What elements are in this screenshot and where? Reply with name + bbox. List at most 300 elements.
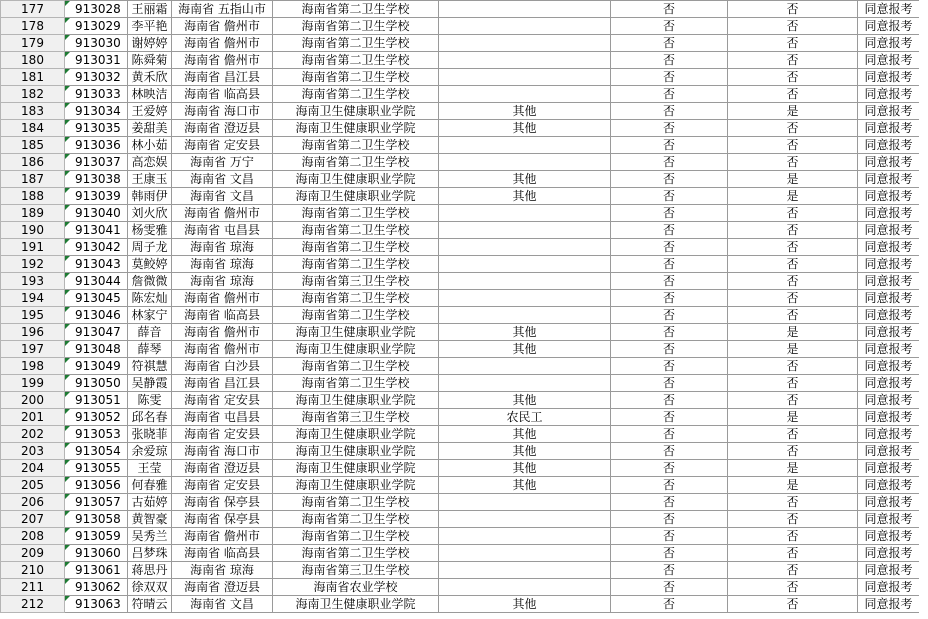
status-cell[interactable]: 同意报考 <box>858 477 920 494</box>
row-number-cell[interactable]: 184 <box>1 120 65 137</box>
name-cell[interactable]: 余爱琼 <box>128 443 172 460</box>
row-number-cell[interactable]: 197 <box>1 341 65 358</box>
category-cell[interactable] <box>439 290 611 307</box>
id-cell[interactable] <box>65 205 128 222</box>
school-cell[interactable]: 海南省第二卫生学校 <box>273 137 439 154</box>
category-cell[interactable]: 其他 <box>439 460 611 477</box>
category-cell[interactable] <box>439 579 611 596</box>
row-number-cell[interactable]: 181 <box>1 69 65 86</box>
name-cell[interactable]: 刘火欣 <box>128 205 172 222</box>
category-cell[interactable] <box>439 137 611 154</box>
id-cell[interactable] <box>65 171 128 188</box>
flag-a-cell[interactable]: 否 <box>611 222 728 239</box>
name-cell[interactable]: 吴秀兰 <box>128 528 172 545</box>
flag-b-cell[interactable]: 否 <box>728 375 858 392</box>
category-cell[interactable]: 其他 <box>439 392 611 409</box>
status-cell[interactable]: 同意报考 <box>858 426 920 443</box>
flag-a-cell[interactable]: 否 <box>611 426 728 443</box>
id-cell[interactable] <box>65 358 128 375</box>
flag-a-cell[interactable]: 否 <box>611 35 728 52</box>
school-cell[interactable]: 海南省第二卫生学校 <box>273 18 439 35</box>
category-cell[interactable] <box>439 154 611 171</box>
flag-b-cell[interactable]: 否 <box>728 137 858 154</box>
region-cell[interactable]: 海南省 澄迈县 <box>172 120 273 137</box>
row-number-cell[interactable]: 189 <box>1 205 65 222</box>
row-number-cell[interactable]: 193 <box>1 273 65 290</box>
school-cell[interactable]: 海南省第二卫生学校 <box>273 494 439 511</box>
name-cell[interactable]: 符祺慧 <box>128 358 172 375</box>
flag-a-cell[interactable]: 否 <box>611 239 728 256</box>
name-cell[interactable]: 林映洁 <box>128 86 172 103</box>
row-number-cell[interactable]: 198 <box>1 358 65 375</box>
category-cell[interactable]: 其他 <box>439 477 611 494</box>
status-cell[interactable]: 同意报考 <box>858 596 920 613</box>
flag-b-cell[interactable]: 是 <box>728 103 858 120</box>
id-cell[interactable] <box>65 222 128 239</box>
category-cell[interactable]: 其他 <box>439 596 611 613</box>
category-cell[interactable] <box>439 358 611 375</box>
region-cell[interactable]: 海南省 保亭县 <box>172 511 273 528</box>
status-cell[interactable]: 同意报考 <box>858 103 920 120</box>
category-cell[interactable] <box>439 222 611 239</box>
category-cell[interactable] <box>439 307 611 324</box>
name-cell[interactable]: 谢婷婷 <box>128 35 172 52</box>
name-cell[interactable]: 吕梦珠 <box>128 545 172 562</box>
flag-b-cell[interactable]: 否 <box>728 358 858 375</box>
flag-a-cell[interactable]: 否 <box>611 477 728 494</box>
id-cell[interactable] <box>65 290 128 307</box>
school-cell[interactable]: 海南省第二卫生学校 <box>273 511 439 528</box>
category-cell[interactable] <box>439 18 611 35</box>
flag-b-cell[interactable]: 否 <box>728 35 858 52</box>
name-cell[interactable]: 王丽霜 <box>128 1 172 18</box>
id-cell[interactable] <box>65 324 128 341</box>
flag-b-cell[interactable]: 否 <box>728 120 858 137</box>
school-cell[interactable]: 海南卫生健康职业学院 <box>273 120 439 137</box>
status-cell[interactable]: 同意报考 <box>858 579 920 596</box>
region-cell[interactable]: 海南省 澄迈县 <box>172 579 273 596</box>
flag-b-cell[interactable]: 否 <box>728 205 858 222</box>
flag-a-cell[interactable]: 否 <box>611 256 728 273</box>
flag-a-cell[interactable]: 否 <box>611 103 728 120</box>
status-cell[interactable]: 同意报考 <box>858 443 920 460</box>
region-cell[interactable]: 海南省 文昌 <box>172 596 273 613</box>
school-cell[interactable]: 海南卫生健康职业学院 <box>273 443 439 460</box>
region-cell[interactable]: 海南省 儋州市 <box>172 18 273 35</box>
name-cell[interactable]: 古茹婷 <box>128 494 172 511</box>
id-cell[interactable] <box>65 392 128 409</box>
name-cell[interactable]: 薛琴 <box>128 341 172 358</box>
name-cell[interactable]: 林家宁 <box>128 307 172 324</box>
name-cell[interactable]: 徐双双 <box>128 579 172 596</box>
flag-a-cell[interactable]: 否 <box>611 273 728 290</box>
status-cell[interactable]: 同意报考 <box>858 205 920 222</box>
name-cell[interactable]: 黄禾欣 <box>128 69 172 86</box>
region-cell[interactable]: 海南省 儋州市 <box>172 528 273 545</box>
name-cell[interactable]: 杨雯雅 <box>128 222 172 239</box>
id-cell[interactable] <box>65 562 128 579</box>
flag-b-cell[interactable]: 否 <box>728 307 858 324</box>
category-cell[interactable] <box>439 562 611 579</box>
status-cell[interactable]: 同意报考 <box>858 290 920 307</box>
flag-b-cell[interactable]: 是 <box>728 171 858 188</box>
name-cell[interactable]: 邱名春 <box>128 409 172 426</box>
school-cell[interactable]: 海南卫生健康职业学院 <box>273 103 439 120</box>
name-cell[interactable]: 李平艳 <box>128 18 172 35</box>
flag-b-cell[interactable]: 是 <box>728 188 858 205</box>
region-cell[interactable]: 海南省 琼海 <box>172 562 273 579</box>
row-number-cell[interactable]: 204 <box>1 460 65 477</box>
category-cell[interactable] <box>439 205 611 222</box>
region-cell[interactable]: 海南省 文昌 <box>172 188 273 205</box>
id-cell[interactable] <box>65 443 128 460</box>
status-cell[interactable]: 同意报考 <box>858 375 920 392</box>
status-cell[interactable]: 同意报考 <box>858 324 920 341</box>
region-cell[interactable]: 海南省 文昌 <box>172 171 273 188</box>
row-number-cell[interactable]: 200 <box>1 392 65 409</box>
name-cell[interactable]: 姜甜美 <box>128 120 172 137</box>
id-cell[interactable] <box>65 120 128 137</box>
row-number-cell[interactable]: 183 <box>1 103 65 120</box>
region-cell[interactable]: 海南省 万宁 <box>172 154 273 171</box>
status-cell[interactable]: 同意报考 <box>858 52 920 69</box>
id-cell[interactable] <box>65 52 128 69</box>
status-cell[interactable]: 同意报考 <box>858 358 920 375</box>
status-cell[interactable]: 同意报考 <box>858 137 920 154</box>
name-cell[interactable]: 王莹 <box>128 460 172 477</box>
category-cell[interactable] <box>439 511 611 528</box>
row-number-cell[interactable]: 206 <box>1 494 65 511</box>
name-cell[interactable]: 陈宏灿 <box>128 290 172 307</box>
status-cell[interactable]: 同意报考 <box>858 545 920 562</box>
school-cell[interactable]: 海南卫生健康职业学院 <box>273 596 439 613</box>
school-cell[interactable]: 海南省第二卫生学校 <box>273 222 439 239</box>
school-cell[interactable]: 海南省第二卫生学校 <box>273 290 439 307</box>
id-cell[interactable] <box>65 409 128 426</box>
id-cell[interactable] <box>65 528 128 545</box>
flag-a-cell[interactable]: 否 <box>611 460 728 477</box>
flag-b-cell[interactable]: 否 <box>728 579 858 596</box>
category-cell[interactable] <box>439 69 611 86</box>
flag-a-cell[interactable]: 否 <box>611 392 728 409</box>
id-cell[interactable] <box>65 35 128 52</box>
name-cell[interactable]: 吴静霞 <box>128 375 172 392</box>
flag-b-cell[interactable]: 否 <box>728 52 858 69</box>
school-cell[interactable]: 海南省农业学校 <box>273 579 439 596</box>
name-cell[interactable]: 莫鲛婷 <box>128 256 172 273</box>
flag-a-cell[interactable]: 否 <box>611 358 728 375</box>
name-cell[interactable]: 周子龙 <box>128 239 172 256</box>
status-cell[interactable]: 同意报考 <box>858 494 920 511</box>
flag-a-cell[interactable]: 否 <box>611 69 728 86</box>
status-cell[interactable]: 同意报考 <box>858 307 920 324</box>
flag-b-cell[interactable]: 否 <box>728 290 858 307</box>
flag-b-cell[interactable]: 否 <box>728 154 858 171</box>
flag-b-cell[interactable]: 否 <box>728 494 858 511</box>
flag-a-cell[interactable]: 否 <box>611 18 728 35</box>
status-cell[interactable]: 同意报考 <box>858 69 920 86</box>
row-number-cell[interactable]: 190 <box>1 222 65 239</box>
id-cell[interactable] <box>65 18 128 35</box>
flag-a-cell[interactable]: 否 <box>611 443 728 460</box>
status-cell[interactable]: 同意报考 <box>858 171 920 188</box>
flag-b-cell[interactable]: 否 <box>728 443 858 460</box>
flag-a-cell[interactable]: 否 <box>611 545 728 562</box>
id-cell[interactable] <box>65 307 128 324</box>
region-cell[interactable]: 海南省 琼海 <box>172 256 273 273</box>
flag-b-cell[interactable]: 否 <box>728 222 858 239</box>
id-cell[interactable] <box>65 86 128 103</box>
region-cell[interactable]: 海南省 五指山市 <box>172 1 273 18</box>
school-cell[interactable]: 海南省第二卫生学校 <box>273 545 439 562</box>
school-cell[interactable]: 海南省第二卫生学校 <box>273 205 439 222</box>
flag-b-cell[interactable]: 是 <box>728 460 858 477</box>
region-cell[interactable]: 海南省 儋州市 <box>172 290 273 307</box>
region-cell[interactable]: 海南省 儋州市 <box>172 205 273 222</box>
id-cell[interactable] <box>65 1 128 18</box>
school-cell[interactable]: 海南省第二卫生学校 <box>273 307 439 324</box>
id-cell[interactable] <box>65 545 128 562</box>
flag-b-cell[interactable]: 否 <box>728 426 858 443</box>
row-number-cell[interactable]: 185 <box>1 137 65 154</box>
school-cell[interactable]: 海南省第二卫生学校 <box>273 256 439 273</box>
row-number-cell[interactable]: 203 <box>1 443 65 460</box>
row-number-cell[interactable]: 187 <box>1 171 65 188</box>
category-cell[interactable] <box>439 545 611 562</box>
row-number-cell[interactable]: 210 <box>1 562 65 579</box>
row-number-cell[interactable]: 186 <box>1 154 65 171</box>
school-cell[interactable]: 海南卫生健康职业学院 <box>273 341 439 358</box>
category-cell[interactable]: 其他 <box>439 188 611 205</box>
id-cell[interactable] <box>65 137 128 154</box>
flag-b-cell[interactable]: 否 <box>728 18 858 35</box>
region-cell[interactable]: 海南省 临高县 <box>172 545 273 562</box>
status-cell[interactable]: 同意报考 <box>858 392 920 409</box>
flag-a-cell[interactable]: 否 <box>611 494 728 511</box>
row-number-cell[interactable]: 207 <box>1 511 65 528</box>
region-cell[interactable]: 海南省 琼海 <box>172 239 273 256</box>
flag-a-cell[interactable]: 否 <box>611 579 728 596</box>
status-cell[interactable]: 同意报考 <box>858 1 920 18</box>
row-number-cell[interactable]: 179 <box>1 35 65 52</box>
id-cell[interactable] <box>65 579 128 596</box>
region-cell[interactable]: 海南省 屯昌县 <box>172 222 273 239</box>
region-cell[interactable]: 海南省 白沙县 <box>172 358 273 375</box>
school-cell[interactable]: 海南省第二卫生学校 <box>273 154 439 171</box>
school-cell[interactable]: 海南卫生健康职业学院 <box>273 188 439 205</box>
name-cell[interactable]: 林小茹 <box>128 137 172 154</box>
name-cell[interactable]: 蒋思丹 <box>128 562 172 579</box>
status-cell[interactable]: 同意报考 <box>858 35 920 52</box>
school-cell[interactable]: 海南省第二卫生学校 <box>273 528 439 545</box>
status-cell[interactable]: 同意报考 <box>858 239 920 256</box>
name-cell[interactable]: 詹微微 <box>128 273 172 290</box>
flag-a-cell[interactable]: 否 <box>611 290 728 307</box>
status-cell[interactable]: 同意报考 <box>858 460 920 477</box>
flag-b-cell[interactable]: 否 <box>728 511 858 528</box>
school-cell[interactable]: 海南省第二卫生学校 <box>273 52 439 69</box>
flag-b-cell[interactable]: 否 <box>728 392 858 409</box>
flag-b-cell[interactable]: 否 <box>728 528 858 545</box>
id-cell[interactable] <box>65 103 128 120</box>
flag-a-cell[interactable]: 否 <box>611 171 728 188</box>
flag-a-cell[interactable]: 否 <box>611 52 728 69</box>
school-cell[interactable]: 海南省第三卫生学校 <box>273 273 439 290</box>
school-cell[interactable]: 海南省第三卫生学校 <box>273 409 439 426</box>
row-number-cell[interactable]: 178 <box>1 18 65 35</box>
category-cell[interactable] <box>439 86 611 103</box>
id-cell[interactable] <box>65 188 128 205</box>
name-cell[interactable]: 陈雯 <box>128 392 172 409</box>
status-cell[interactable]: 同意报考 <box>858 188 920 205</box>
id-cell[interactable] <box>65 511 128 528</box>
flag-a-cell[interactable]: 否 <box>611 528 728 545</box>
region-cell[interactable]: 海南省 海口市 <box>172 443 273 460</box>
category-cell[interactable]: 其他 <box>439 443 611 460</box>
region-cell[interactable]: 海南省 昌江县 <box>172 375 273 392</box>
school-cell[interactable]: 海南省第二卫生学校 <box>273 35 439 52</box>
name-cell[interactable]: 薛音 <box>128 324 172 341</box>
flag-a-cell[interactable]: 否 <box>611 324 728 341</box>
status-cell[interactable]: 同意报考 <box>858 86 920 103</box>
row-number-cell[interactable]: 191 <box>1 239 65 256</box>
flag-a-cell[interactable]: 否 <box>611 511 728 528</box>
flag-a-cell[interactable]: 否 <box>611 86 728 103</box>
region-cell[interactable]: 海南省 临高县 <box>172 86 273 103</box>
school-cell[interactable]: 海南卫生健康职业学院 <box>273 460 439 477</box>
region-cell[interactable]: 海南省 保亭县 <box>172 494 273 511</box>
row-number-cell[interactable]: 201 <box>1 409 65 426</box>
flag-a-cell[interactable]: 否 <box>611 341 728 358</box>
flag-b-cell[interactable]: 否 <box>728 1 858 18</box>
school-cell[interactable]: 海南省第二卫生学校 <box>273 69 439 86</box>
id-cell[interactable] <box>65 154 128 171</box>
school-cell[interactable]: 海南省第二卫生学校 <box>273 239 439 256</box>
name-cell[interactable]: 王爱婷 <box>128 103 172 120</box>
flag-b-cell[interactable]: 否 <box>728 256 858 273</box>
row-number-cell[interactable]: 209 <box>1 545 65 562</box>
category-cell[interactable]: 农民工 <box>439 409 611 426</box>
flag-a-cell[interactable]: 否 <box>611 596 728 613</box>
flag-b-cell[interactable]: 否 <box>728 239 858 256</box>
flag-a-cell[interactable]: 否 <box>611 409 728 426</box>
status-cell[interactable]: 同意报考 <box>858 256 920 273</box>
id-cell[interactable] <box>65 426 128 443</box>
name-cell[interactable]: 韩雨伊 <box>128 188 172 205</box>
school-cell[interactable]: 海南卫生健康职业学院 <box>273 392 439 409</box>
flag-b-cell[interactable]: 是 <box>728 341 858 358</box>
flag-b-cell[interactable]: 否 <box>728 562 858 579</box>
category-cell[interactable] <box>439 375 611 392</box>
status-cell[interactable]: 同意报考 <box>858 341 920 358</box>
flag-a-cell[interactable]: 否 <box>611 375 728 392</box>
region-cell[interactable]: 海南省 儋州市 <box>172 324 273 341</box>
id-cell[interactable] <box>65 494 128 511</box>
flag-a-cell[interactable]: 否 <box>611 120 728 137</box>
flag-b-cell[interactable]: 否 <box>728 273 858 290</box>
category-cell[interactable] <box>439 528 611 545</box>
flag-a-cell[interactable]: 否 <box>611 188 728 205</box>
id-cell[interactable] <box>65 273 128 290</box>
category-cell[interactable]: 其他 <box>439 341 611 358</box>
flag-b-cell[interactable]: 否 <box>728 69 858 86</box>
name-cell[interactable]: 何春雅 <box>128 477 172 494</box>
school-cell[interactable]: 海南省第三卫生学校 <box>273 562 439 579</box>
flag-b-cell[interactable]: 否 <box>728 545 858 562</box>
school-cell[interactable]: 海南卫生健康职业学院 <box>273 171 439 188</box>
region-cell[interactable]: 海南省 定安县 <box>172 137 273 154</box>
region-cell[interactable]: 海南省 定安县 <box>172 392 273 409</box>
flag-b-cell[interactable]: 否 <box>728 596 858 613</box>
region-cell[interactable]: 海南省 海口市 <box>172 103 273 120</box>
region-cell[interactable]: 海南省 澄迈县 <box>172 460 273 477</box>
status-cell[interactable]: 同意报考 <box>858 120 920 137</box>
row-number-cell[interactable]: 188 <box>1 188 65 205</box>
status-cell[interactable]: 同意报考 <box>858 511 920 528</box>
category-cell[interactable]: 其他 <box>439 171 611 188</box>
row-number-cell[interactable]: 177 <box>1 1 65 18</box>
flag-b-cell[interactable]: 是 <box>728 324 858 341</box>
category-cell[interactable] <box>439 35 611 52</box>
id-cell[interactable] <box>65 239 128 256</box>
flag-a-cell[interactable]: 否 <box>611 205 728 222</box>
flag-a-cell[interactable]: 否 <box>611 137 728 154</box>
category-cell[interactable]: 其他 <box>439 426 611 443</box>
name-cell[interactable]: 王康玉 <box>128 171 172 188</box>
id-cell[interactable] <box>65 256 128 273</box>
region-cell[interactable]: 海南省 临高县 <box>172 307 273 324</box>
category-cell[interactable]: 其他 <box>439 103 611 120</box>
category-cell[interactable] <box>439 273 611 290</box>
flag-b-cell[interactable]: 否 <box>728 86 858 103</box>
category-cell[interactable] <box>439 52 611 69</box>
id-cell[interactable] <box>65 341 128 358</box>
id-cell[interactable] <box>65 477 128 494</box>
school-cell[interactable]: 海南省第二卫生学校 <box>273 1 439 18</box>
school-cell[interactable]: 海南卫生健康职业学院 <box>273 426 439 443</box>
row-number-cell[interactable]: 192 <box>1 256 65 273</box>
school-cell[interactable]: 海南省第二卫生学校 <box>273 375 439 392</box>
status-cell[interactable]: 同意报考 <box>858 409 920 426</box>
region-cell[interactable]: 海南省 儋州市 <box>172 52 273 69</box>
flag-b-cell[interactable]: 是 <box>728 477 858 494</box>
school-cell[interactable]: 海南卫生健康职业学院 <box>273 324 439 341</box>
category-cell[interactable] <box>439 1 611 18</box>
name-cell[interactable]: 黄智豪 <box>128 511 172 528</box>
status-cell[interactable]: 同意报考 <box>858 154 920 171</box>
name-cell[interactable]: 高恋娱 <box>128 154 172 171</box>
status-cell[interactable]: 同意报考 <box>858 528 920 545</box>
row-number-cell[interactable]: 199 <box>1 375 65 392</box>
region-cell[interactable]: 海南省 昌江县 <box>172 69 273 86</box>
school-cell[interactable]: 海南省第二卫生学校 <box>273 358 439 375</box>
flag-a-cell[interactable]: 否 <box>611 1 728 18</box>
flag-a-cell[interactable]: 否 <box>611 562 728 579</box>
row-number-cell[interactable]: 208 <box>1 528 65 545</box>
id-cell[interactable] <box>65 375 128 392</box>
status-cell[interactable]: 同意报考 <box>858 273 920 290</box>
row-number-cell[interactable]: 211 <box>1 579 65 596</box>
name-cell[interactable]: 陈舜菊 <box>128 52 172 69</box>
region-cell[interactable]: 海南省 屯昌县 <box>172 409 273 426</box>
flag-a-cell[interactable]: 否 <box>611 154 728 171</box>
region-cell[interactable]: 海南省 儋州市 <box>172 341 273 358</box>
id-cell[interactable] <box>65 69 128 86</box>
row-number-cell[interactable]: 182 <box>1 86 65 103</box>
category-cell[interactable]: 其他 <box>439 324 611 341</box>
region-cell[interactable]: 海南省 儋州市 <box>172 35 273 52</box>
row-number-cell[interactable]: 202 <box>1 426 65 443</box>
